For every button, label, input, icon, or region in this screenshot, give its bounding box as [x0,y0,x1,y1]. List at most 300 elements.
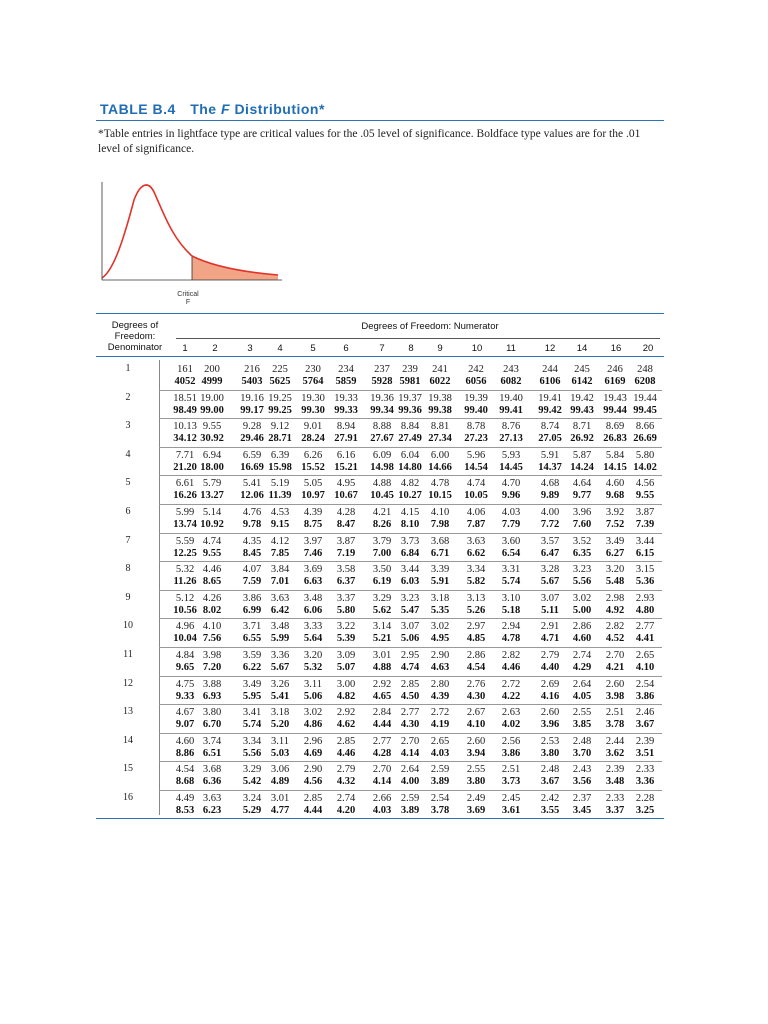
cell-p01: 27.23 [464,433,488,445]
cell-p05: 4.88 [372,478,392,490]
cell-p01: 4.14 [372,776,392,788]
cell-p01: 3.25 [635,805,655,816]
cell-p05: 19.00 [200,392,224,404]
cell-p01: 4.44 [372,719,392,731]
cell-p05: 3.36 [270,650,290,661]
row-label-df-2: 2 [125,391,131,403]
cell-p01: 3.61 [501,805,521,816]
cell-p05: 2.63 [501,707,521,719]
cell-p01: 10.97 [301,490,325,502]
cell-p05: 3.60 [501,535,521,547]
row-label-df-4: 4 [125,448,131,460]
cell-p05: 19.43 [603,392,627,404]
cell-p01: 8.47 [336,519,356,530]
row-label-df-11: 11 [123,649,133,660]
cell-p01: 5.36 [635,576,655,588]
cell-p01: 8.10 [400,519,420,530]
title-rest: Distribution* [234,101,325,117]
cell-p05: 4.75 [175,678,195,690]
cell-p05: 19.41 [538,392,562,404]
cell-p01: 4.39 [430,690,450,702]
denominator-header-line3: Denominator [107,342,163,353]
numerator-header: Degrees of Freedom: Numerator [361,321,499,332]
cell-p01: 6056 [465,376,487,387]
cell-p05: 3.68 [202,764,222,776]
cell-p05: 3.87 [336,535,356,547]
cell-p05: 4.46 [202,564,222,576]
cell-p05: 3.26 [270,678,290,690]
row-separator [159,761,662,762]
row-separator [159,790,662,791]
cell-p01: 6142 [571,376,593,387]
denominator-header-line2: Freedom: [114,331,156,342]
cell-p05: 242 [468,364,484,375]
cell-p01: 5.48 [605,576,625,588]
cell-p05: 3.34 [242,735,262,747]
cell-p01: 13.74 [173,519,197,530]
cell-p01: 10.45 [370,490,394,502]
cell-p05: 4.49 [175,793,195,804]
cell-p05: 2.79 [336,764,356,776]
row-label-df-16: 16 [123,792,133,803]
cell-p05: 3.84 [270,564,290,576]
cell-p05: 2.90 [303,764,323,776]
table-number: TABLE B.4 [100,101,176,117]
row-separator [159,704,662,705]
cell-p05: 3.14 [372,621,392,633]
cell-p01: 3.86 [501,747,521,759]
cell-p01: 5.80 [336,604,356,616]
cell-p05: 3.71 [242,621,262,633]
row-separator [159,561,662,562]
cell-p05: 2.39 [635,735,655,747]
cell-p05: 3.41 [242,707,262,719]
cell-p05: 3.69 [303,564,323,576]
cell-p01: 4999 [201,376,223,387]
cell-p05: 2.54 [635,678,655,690]
cell-p05: 4.39 [303,507,323,518]
denominator-header-line1: Degrees of [111,320,159,331]
cell-p05: 4.00 [540,507,560,518]
cell-p01: 27.05 [538,433,562,445]
cell-p01: 5764 [302,376,324,387]
cell-p05: 4.21 [372,507,392,518]
column-header-20: 20 [642,343,654,354]
cell-p05: 3.01 [270,793,290,804]
cell-p01: 9.07 [175,719,195,731]
cell-p01: 3.62 [605,747,625,759]
cell-p05: 3.44 [400,564,420,576]
title-f: F [220,101,231,117]
cell-p05: 4.74 [466,478,486,490]
cell-p05: 2.96 [303,735,323,747]
cell-p01: 7.85 [270,547,290,559]
cell-p05: 2.72 [501,678,521,690]
cell-p05: 2.84 [372,707,392,719]
cell-p01: 8.45 [242,547,262,559]
cell-p05: 7.71 [175,449,195,461]
cell-p01: 9.33 [175,690,195,702]
cell-p01: 99.44 [603,404,627,416]
cell-p01: 4.56 [303,776,323,788]
cell-p01: 7.98 [430,519,450,530]
rejection-region-fill [192,256,278,280]
cell-p05: 2.93 [635,592,655,604]
cell-p01: 7.79 [501,519,521,530]
cell-p01: 6.51 [202,747,222,759]
cell-p05: 4.95 [336,478,356,490]
cell-p01: 5928 [371,376,393,387]
cell-p05: 2.86 [466,650,486,661]
cell-p01: 3.67 [540,776,560,788]
cell-p01: 26.69 [633,433,657,445]
cell-p05: 3.09 [336,650,356,661]
cell-p05: 4.60 [175,735,195,747]
cell-p01: 8.68 [175,776,195,788]
cell-p01: 28.71 [268,433,292,445]
cell-p01: 6169 [604,376,626,387]
cell-p05: 2.59 [430,764,450,776]
cell-p01: 7.19 [336,547,356,559]
column-header-12: 12 [544,343,556,354]
cell-p05: 2.92 [372,678,392,690]
cell-p01: 6106 [539,376,561,387]
cell-p05: 2.92 [336,707,356,719]
cell-p01: 3.70 [572,747,592,759]
cell-p01: 26.83 [603,433,627,445]
table-bottom-rule [96,818,664,819]
cell-p05: 2.60 [605,678,625,690]
cell-p05: 3.15 [635,564,655,576]
cell-p05: 234 [338,364,354,375]
cell-p01: 10.04 [173,633,197,645]
cell-p05: 4.15 [400,507,420,518]
cell-p01: 99.30 [301,404,325,416]
row-separator [159,533,662,534]
cell-p05: 2.45 [501,793,521,804]
cell-p01: 9.55 [202,547,222,559]
cell-p05: 3.88 [202,678,222,690]
column-header-7: 7 [379,343,385,354]
cell-p05: 9.01 [303,421,323,433]
cell-p01: 21.20 [173,461,197,473]
cell-p01: 4.78 [501,633,521,645]
cell-p05: 2.69 [540,678,560,690]
cell-p01: 7.59 [242,576,262,588]
cell-p05: 2.60 [466,735,486,747]
cell-p05: 6.94 [202,449,222,461]
cell-p01: 6.55 [242,633,262,645]
cell-p05: 6.00 [430,449,450,461]
cell-p05: 8.71 [572,421,592,433]
cell-p01: 6.27 [605,547,625,559]
cell-p05: 4.82 [400,478,420,490]
cell-p05: 3.80 [202,707,222,719]
cell-p05: 8.81 [430,421,450,433]
cell-p05: 2.66 [372,793,392,804]
cell-p01: 4.30 [400,719,420,731]
cell-p01: 6.42 [270,604,290,616]
cell-p05: 2.54 [430,793,450,804]
cell-p01: 7.46 [303,547,323,559]
cell-p01: 4.03 [372,805,392,816]
cell-p05: 3.10 [501,592,521,604]
cell-p05: 3.02 [572,592,592,604]
numerator-rule [176,338,660,339]
cell-p01: 8.02 [202,604,222,616]
cell-p01: 12.25 [173,547,197,559]
cell-p01: 4.00 [400,776,420,788]
cell-p01: 4.20 [336,805,356,816]
cell-p05: 2.91 [540,621,560,633]
cell-p05: 9.55 [202,421,222,433]
cell-p01: 5.67 [270,662,290,673]
cell-p01: 5.32 [303,662,323,673]
column-header-14: 14 [576,343,588,354]
cell-p05: 237 [374,364,390,375]
column-header-3: 3 [247,343,253,354]
title-the: The [190,101,217,117]
cell-p05: 5.96 [466,449,486,461]
cell-p05: 3.18 [270,707,290,719]
cell-p05: 3.37 [336,592,356,604]
cell-p05: 2.77 [635,621,655,633]
cell-p01: 14.80 [398,461,422,473]
cell-p05: 5.05 [303,478,323,490]
cell-p05: 10.13 [173,421,197,433]
row-separator [159,390,662,391]
cell-p05: 3.52 [572,535,592,547]
cell-p01: 5.67 [540,576,560,588]
cell-p01: 3.45 [572,805,592,816]
cell-p01: 5.56 [242,747,262,759]
cell-p01: 4.62 [336,719,356,731]
cell-p05: 3.74 [202,735,222,747]
cell-p05: 3.63 [270,592,290,604]
density-curve [102,185,278,278]
cell-p05: 19.44 [633,392,657,404]
cell-p01: 27.13 [499,433,523,445]
row-label-divider [159,360,160,815]
cell-p05: 2.70 [372,764,392,776]
cell-p01: 14.37 [538,461,562,473]
row-label-df-14: 14 [123,734,133,746]
cell-p05: 4.12 [270,535,290,547]
cell-p05: 5.91 [540,449,560,461]
cell-p05: 3.68 [430,535,450,547]
cell-p01: 5859 [335,376,357,387]
cell-p05: 2.76 [466,678,486,690]
cell-p05: 2.80 [430,678,450,690]
cell-p01: 8.75 [303,519,323,530]
cell-p05: 2.53 [540,735,560,747]
cell-p05: 5.79 [202,478,222,490]
cell-p01: 6.15 [635,547,655,559]
cell-p01: 10.15 [428,490,452,502]
cell-p05: 2.55 [572,707,592,719]
row-label-df-9: 9 [125,591,131,603]
cell-p05: 2.98 [605,592,625,604]
cell-p05: 2.43 [572,764,592,776]
cell-p01: 9.15 [270,519,290,530]
cell-p01: 5.41 [270,690,290,702]
cell-p01: 9.89 [540,490,560,502]
cell-p01: 4052 [174,376,196,387]
cell-p01: 6022 [429,376,451,387]
cell-p01: 4.21 [605,662,625,673]
cell-p01: 99.42 [538,404,562,416]
cell-p01: 5981 [399,376,421,387]
cell-p01: 6.22 [242,662,262,673]
cell-p01: 5.99 [270,633,290,645]
cell-p05: 3.97 [303,535,323,547]
cell-p01: 4.03 [430,747,450,759]
cell-p01: 9.96 [501,490,521,502]
row-label-df-15: 15 [123,763,133,775]
cell-p01: 14.66 [428,461,452,473]
cell-p05: 19.36 [370,392,394,404]
cell-p05: 3.18 [430,592,450,604]
cell-p01: 4.28 [372,747,392,759]
cell-p05: 2.74 [336,793,356,804]
cell-p01: 5.11 [541,604,559,616]
cell-p01: 11.39 [268,490,292,502]
cell-p05: 2.39 [605,764,625,776]
row-label-df-3: 3 [125,420,131,432]
cell-p05: 3.63 [466,535,486,547]
cell-p01: 6.06 [303,604,323,616]
cell-p05: 3.73 [400,535,420,547]
cell-p01: 5.06 [400,633,420,645]
cell-p05: 5.14 [202,507,222,518]
cell-p05: 2.74 [572,650,592,661]
cell-p05: 19.16 [240,392,264,404]
cell-p05: 241 [432,364,448,375]
cell-p05: 2.51 [605,707,625,719]
denominator-header [103,320,167,353]
cell-p01: 4.85 [466,633,486,645]
cell-p01: 4.10 [466,719,486,731]
cell-p05: 2.90 [430,650,450,661]
cell-p01: 14.98 [370,461,394,473]
cell-p01: 4.22 [501,690,521,702]
cell-p01: 7.01 [270,576,290,588]
cell-p01: 7.87 [466,519,486,530]
cell-p01: 5.20 [270,719,290,731]
cell-p01: 6.03 [400,576,420,588]
cell-p05: 6.61 [175,478,195,490]
cell-p05: 244 [542,364,558,375]
column-header-9: 9 [437,343,443,354]
cell-p01: 16.26 [173,490,197,502]
cell-p05: 3.23 [572,564,592,576]
cell-p01: 12.06 [240,490,264,502]
cell-p01: 99.36 [398,404,422,416]
cell-p05: 3.59 [242,650,262,661]
cell-p01: 4.40 [540,662,560,673]
critical-label-line1: Critical [177,291,199,298]
column-header-16: 16 [610,343,622,354]
cell-p01: 4.88 [372,662,392,673]
cell-p05: 2.65 [430,735,450,747]
cell-p05: 5.87 [572,449,592,461]
cell-p05: 8.76 [501,421,521,433]
cell-p05: 4.07 [242,564,262,576]
cell-p05: 2.94 [501,621,521,633]
cell-p05: 3.02 [303,707,323,719]
cell-p05: 2.48 [540,764,560,776]
cell-p01: 6.23 [202,805,222,816]
cell-p01: 8.65 [202,576,222,588]
row-separator [159,733,662,734]
cell-p05: 200 [204,364,220,375]
cell-p01: 9.55 [635,490,655,502]
cell-p05: 2.67 [466,707,486,719]
cell-p05: 8.88 [372,421,392,433]
cell-p05: 2.64 [400,764,420,776]
cell-p01: 6.84 [400,547,420,559]
cell-p01: 4.80 [635,604,655,616]
cell-p05: 19.33 [334,392,358,404]
table-note: *Table entries in lightface type are critical values for the .05 level of significance. Boldface type values are for the .01 level of significance. [98,128,641,155]
cell-p01: 34.12 [173,433,197,445]
cell-p05: 2.77 [372,735,392,747]
cell-p05: 4.54 [175,764,195,776]
cell-p01: 99.38 [428,404,452,416]
row-separator [159,647,662,648]
cell-p05: 2.82 [605,621,625,633]
cell-p01: 6.54 [501,547,521,559]
cell-p01: 3.55 [540,805,560,816]
cell-p05: 6.04 [400,449,420,461]
row-label-df-13: 13 [123,706,133,718]
cell-p05: 6.59 [242,449,262,461]
title-rule [96,120,664,121]
cell-p05: 2.49 [466,793,486,804]
cell-p01: 99.25 [268,404,292,416]
cell-p01: 4.52 [605,633,625,645]
cell-p01: 5.03 [270,747,290,759]
cell-p05: 2.55 [466,764,486,776]
cell-p01: 27.67 [370,433,394,445]
cell-p05: 2.42 [540,793,560,804]
row-label-df-6: 6 [125,506,131,517]
row-label-df-12: 12 [123,677,133,689]
cell-p01: 99.43 [570,404,594,416]
cell-p01: 3.36 [635,776,655,788]
cell-p01: 6.71 [430,547,450,559]
cell-p01: 15.52 [301,461,325,473]
cell-p01: 6.62 [466,547,486,559]
cell-p01: 3.80 [466,776,486,788]
cell-p05: 6.09 [372,449,392,461]
cell-p01: 5.06 [303,690,323,702]
column-header-5: 5 [310,343,316,354]
cell-p01: 7.72 [540,519,560,530]
cell-p05: 4.76 [242,507,262,518]
cell-p01: 9.77 [572,490,592,502]
cell-p01: 3.48 [605,776,625,788]
row-label-df-5: 5 [125,477,131,489]
column-header-2: 2 [212,343,218,354]
cell-p01: 4.32 [336,776,356,788]
cell-p01: 4.44 [303,805,323,816]
cell-p01: 6.35 [572,547,592,559]
cell-p05: 2.59 [400,793,420,804]
cell-p05: 3.48 [303,592,323,604]
cell-p05: 19.39 [464,392,488,404]
cell-p05: 2.70 [400,735,420,747]
